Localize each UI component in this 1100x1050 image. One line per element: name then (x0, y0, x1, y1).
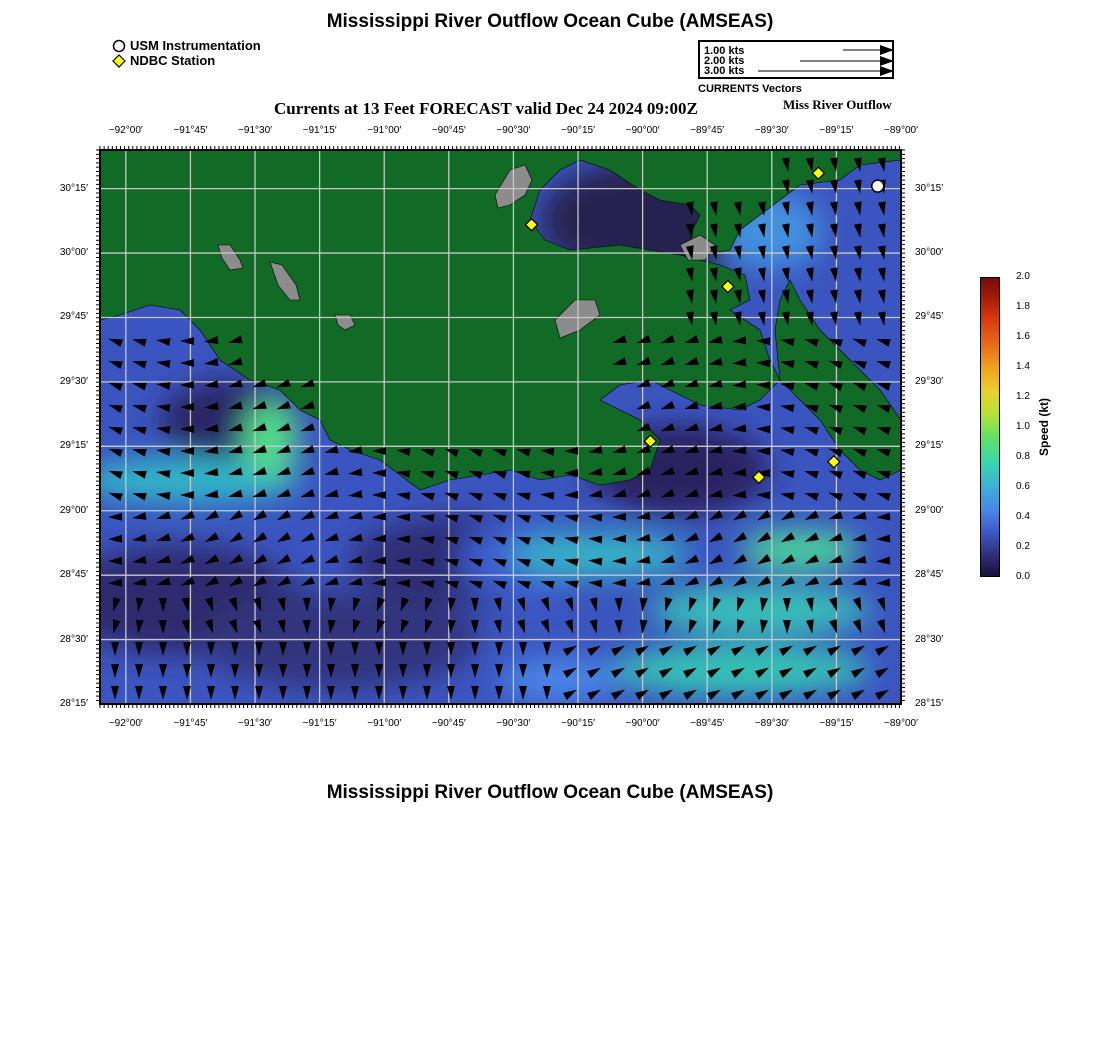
x-tick-label: −91°30′ (238, 125, 273, 136)
vector-scale-1: 1.00 kts (704, 45, 745, 57)
legend-usm-label: USM Instrumentation (130, 38, 261, 53)
x-tick-label: −89°15′ (819, 125, 854, 136)
y-tick-label: 30°15′ (59, 182, 88, 194)
colorbar-tick-label: 1.0 (1016, 421, 1030, 432)
x-tick-label: −91°45′ (173, 125, 208, 136)
x-tick-label: −91°30′ (238, 718, 273, 729)
x-tick-label: −91°15′ (302, 125, 337, 136)
figure-title-bottom: Mississippi River Outflow Ocean Cube (AMSEAS) (326, 782, 774, 803)
y-tick-label: 29°00′ (59, 504, 88, 516)
colorbar-label: Speed (kt) (1037, 398, 1051, 457)
legend-ndbc-label: NDBC Station (130, 53, 216, 68)
x-tick-label: −90°15′ (561, 125, 595, 136)
y-tick-label: 28°45′ (59, 569, 88, 581)
colorbar-tick-label: 2.0 (1016, 271, 1030, 282)
y-tick-label: 28°45′ (915, 569, 944, 581)
figure-title-top: Mississippi River Outflow Ocean Cube (AMSEAS) (326, 11, 774, 32)
y-tick-label: 29°15′ (915, 440, 944, 452)
y-tick-label: 30°00′ (915, 247, 944, 259)
x-tick-label: −89°45′ (690, 125, 725, 136)
colorbar-tick-label: 0.4 (1016, 511, 1030, 522)
x-tick-label: −91°45′ (173, 718, 208, 729)
y-tick-label: 30°00′ (59, 247, 88, 259)
vector-scale-3: 3.00 kts (704, 65, 745, 77)
colorbar (980, 277, 1000, 577)
y-tick-label: 28°30′ (59, 633, 88, 645)
y-tick-label: 29°15′ (59, 440, 88, 452)
x-tick-label: −89°00′ (884, 125, 918, 136)
colorbar-tick-label: 1.4 (1016, 361, 1030, 372)
y-tick-label: 29°30′ (915, 375, 944, 387)
y-tick-label: 28°15′ (915, 698, 944, 709)
y-tick-label: 29°45′ (915, 311, 944, 323)
x-tick-label: −90°45′ (431, 125, 466, 136)
x-tick-label: −89°45′ (690, 718, 725, 729)
x-tick-label: −90°30′ (496, 718, 531, 729)
x-tick-label: −91°00′ (367, 125, 402, 136)
region-label: Miss River Outflow (783, 97, 892, 112)
colorbar-tick-label: 1.6 (1016, 331, 1030, 342)
y-tick-label: 28°15′ (59, 698, 88, 709)
colorbar-tick-label: 1.8 (1016, 301, 1030, 312)
x-tick-label: −90°45′ (431, 718, 466, 729)
x-tick-label: −92°00′ (108, 718, 143, 729)
colorbar-tick-label: 0.8 (1016, 451, 1030, 462)
x-tick-label: −89°30′ (754, 125, 789, 136)
vector-scale-2: 2.00 kts (704, 55, 745, 67)
usm-station-marker (872, 180, 884, 192)
colorbar-tick-label: 0.6 (1016, 481, 1030, 492)
x-tick-label: −90°15′ (561, 718, 595, 729)
x-tick-label: −91°15′ (302, 718, 337, 729)
colorbar-tick-label: 1.2 (1016, 391, 1030, 402)
y-tick-label: 29°30′ (59, 375, 88, 387)
x-tick-label: −90°00′ (625, 125, 660, 136)
vectors-title: CURRENTS Vectors (698, 83, 802, 95)
x-tick-label: −89°00′ (884, 718, 918, 729)
map-subtitle: Currents at 13 Feet FORECAST valid Dec 24 2024 09:00Z (274, 99, 698, 118)
colorbar-tick-label: 0.0 (1016, 571, 1030, 582)
y-tick-label: 29°00′ (915, 504, 944, 516)
y-tick-label: 30°15′ (915, 182, 944, 194)
map-plot-area (60, 150, 920, 704)
x-tick-label: −90°30′ (496, 125, 531, 136)
x-tick-label: −89°15′ (819, 718, 854, 729)
y-tick-label: 29°45′ (59, 311, 88, 323)
x-tick-label: −92°00′ (108, 125, 143, 136)
y-tick-label: 28°30′ (915, 633, 944, 645)
colorbar-tick-label: 0.2 (1016, 541, 1030, 552)
x-tick-label: −90°00′ (625, 718, 660, 729)
x-tick-label: −91°00′ (367, 718, 402, 729)
x-tick-label: −89°30′ (754, 718, 789, 729)
